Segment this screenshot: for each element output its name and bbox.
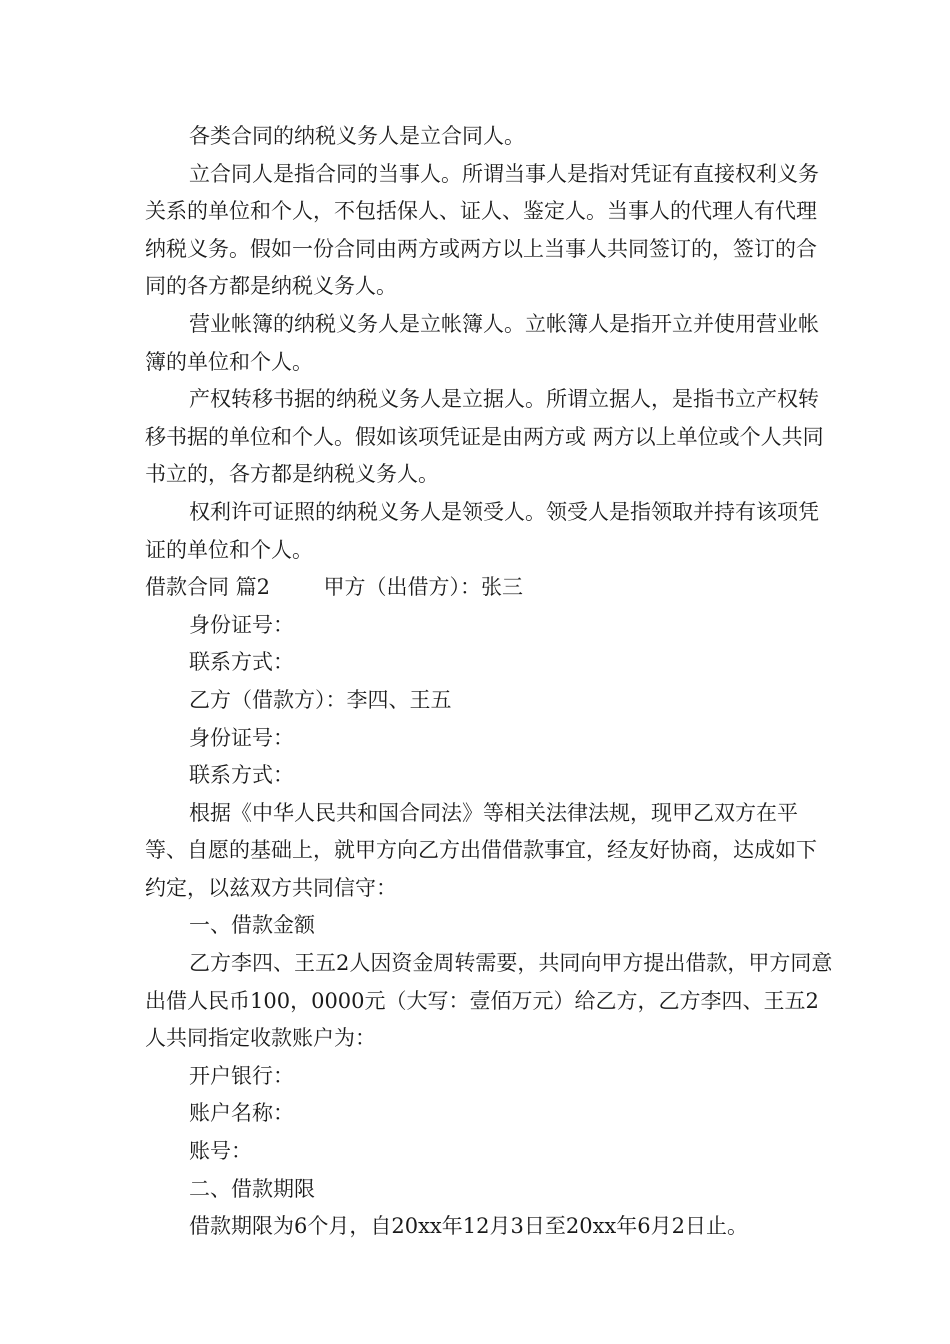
paragraph-property-transfer: 产权转移书据的纳税义务人是立据人。所谓立据人，是指书立产权转移书据的单位和个人。假如该项凭证是由两方或 两方以上单位或个人共同书立的，各方都是纳税义务人。 <box>145 387 824 487</box>
contract-heading: 借款合同 篇2 <box>145 575 271 600</box>
party-a-contact-field: 联系方式： <box>189 650 294 675</box>
section-2-title: 二、借款期限 <box>189 1176 315 1201</box>
party-a-id-field: 身份证号： <box>189 612 294 637</box>
paragraph-taxpayer-contracts: 各类合同的纳税义务人是立合同人。 <box>189 124 525 148</box>
document-body <box>145 118 835 1246</box>
party-b-line: 乙方（借款方）：李四、王五 <box>189 687 452 712</box>
account-name-field: 账户名称： <box>189 1101 294 1126</box>
section-1-title: 一、借款金额 <box>189 913 315 938</box>
heading-gap <box>270 575 323 599</box>
bank-field: 开户银行： <box>189 1063 294 1088</box>
contract-intro: 根据《中华人民共和国合同法》等相关法律法规，现甲乙双方在平等、自愿的基础上，就甲方向乙方出借借款事宜，经友好协商，达成如下约定，以兹双方共同信守： <box>145 800 817 900</box>
party-a-line: 甲方（出借方）：张三 <box>323 575 523 600</box>
section-1-body: 乙方李四、王五2人因资金周转需要，共同向甲方提出借款，甲方同意出借人民币100，0000元（大写：壹佰万元）给乙方，乙方李四、王五2人共同指定收款账户为： <box>145 951 833 1051</box>
account-number-field: 账号： <box>189 1139 252 1164</box>
party-b-contact-field: 联系方式： <box>189 763 294 788</box>
paragraph-licenses: 权利许可证照的纳税义务人是领受人。领受人是指领取并持有该项凭证的单位和个人。 <box>145 499 819 562</box>
section-2-body: 借款期限为6个月，自20xx年12月3日至20xx年6月2日止。 <box>189 1214 748 1239</box>
contract-heading-line <box>145 569 835 607</box>
paragraph-account-books: 营业帐簿的纳税义务人是立帐簿人。立帐簿人是指开立并使用营业帐簿的单位和个人。 <box>145 311 819 374</box>
paragraph-contract-parties: 立合同人是指合同的当事人。所谓当事人是指对凭证有直接权利义务关系的单位和个人，不包括保人、证人、鉴定人。当事人的代理人有代理纳税义务。假如一份合同由两方或两方以上当事人共同签订的，签订的合同的各方都是纳税义务人。 <box>145 161 819 299</box>
party-b-id-field: 身份证号： <box>189 725 294 750</box>
